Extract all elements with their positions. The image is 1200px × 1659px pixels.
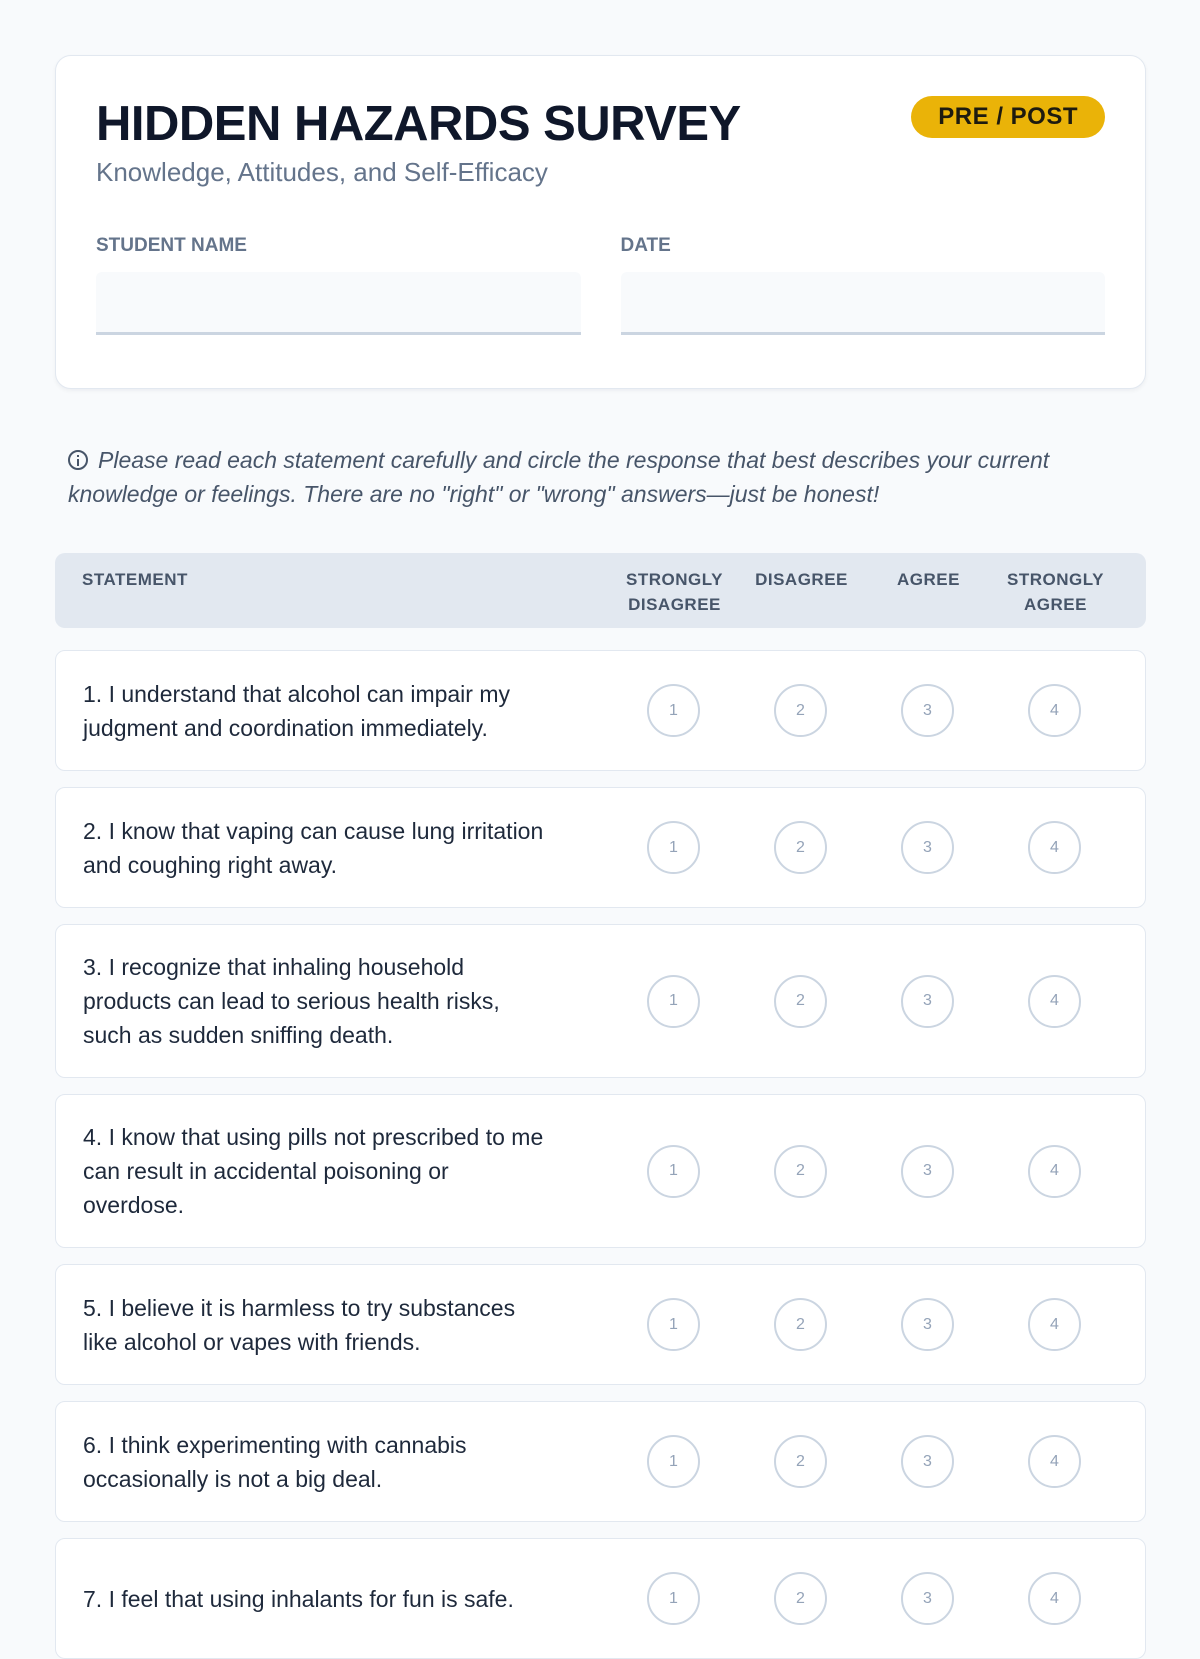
response-cell — [864, 821, 991, 874]
header-card — [55, 55, 1146, 389]
header-disagree: DISAGREE — [755, 570, 848, 589]
survey-page — [55, 55, 1146, 1659]
response-cell — [610, 975, 737, 1028]
response-option-2[interactable]: 2 — [774, 1572, 827, 1625]
response-cell — [864, 1145, 991, 1198]
response-option-3[interactable]: 3 — [901, 821, 954, 874]
response-cell — [991, 821, 1118, 874]
response-cell — [991, 684, 1118, 737]
instructions — [68, 443, 1078, 511]
table-row — [55, 1094, 1146, 1248]
response-option-1[interactable]: 1 — [647, 1572, 700, 1625]
response-cell — [737, 1145, 864, 1198]
response-cell — [991, 1572, 1118, 1625]
header-agree: AGREE — [897, 570, 960, 589]
response-cell — [737, 1435, 864, 1488]
response-cell — [864, 1572, 991, 1625]
instructions-text: Please read each statement carefully and circle the response that best describes your current knowledge or feelings. There are no "right" or "wrong" answers—just be honest! — [68, 447, 1050, 507]
response-option-1[interactable]: 1 — [647, 684, 700, 737]
response-cell — [864, 975, 991, 1028]
response-option-2[interactable]: 2 — [774, 684, 827, 737]
statement-text: 3. I recognize that inhaling household products can lead to serious health risks, such as sudden sniffing death. — [83, 954, 500, 1048]
date-label: DATE — [620, 235, 671, 256]
response-option-1[interactable]: 1 — [647, 1298, 700, 1351]
response-cell — [610, 684, 737, 737]
response-option-1[interactable]: 1 — [647, 975, 700, 1028]
table-row — [55, 1401, 1146, 1522]
response-cell — [610, 821, 737, 874]
table-row — [55, 787, 1146, 908]
response-option-4[interactable]: 4 — [1028, 1435, 1081, 1488]
response-cell — [737, 1298, 864, 1351]
response-option-2[interactable]: 2 — [774, 975, 827, 1028]
response-option-3[interactable]: 3 — [901, 1435, 954, 1488]
response-option-1[interactable]: 1 — [647, 821, 700, 874]
response-cell — [991, 1435, 1118, 1488]
response-cell — [991, 975, 1118, 1028]
response-cell — [864, 1435, 991, 1488]
response-cell — [737, 1572, 864, 1625]
statement-text: 4. I know that using pills not prescribed to me can result in accidental poisoning or overdose. — [83, 1124, 544, 1218]
response-option-4[interactable]: 4 — [1028, 684, 1081, 737]
response-option-1[interactable]: 1 — [647, 1435, 700, 1488]
response-option-4[interactable]: 4 — [1028, 821, 1081, 874]
table-row — [55, 1264, 1146, 1385]
pre-post-badge: PRE / POST — [911, 96, 1105, 138]
response-option-4[interactable]: 4 — [1028, 975, 1081, 1028]
table-row — [55, 650, 1146, 771]
student-name-label: STUDENT NAME — [96, 235, 247, 256]
date-input[interactable] — [621, 272, 1106, 335]
student-name-input[interactable] — [96, 272, 581, 335]
response-cell — [737, 975, 864, 1028]
response-option-3[interactable]: 3 — [901, 1298, 954, 1351]
response-cell — [864, 1298, 991, 1351]
response-cell — [610, 1435, 737, 1488]
date-field-group — [621, 234, 1106, 335]
response-option-3[interactable]: 3 — [901, 1145, 954, 1198]
statement-text: 5. I believe it is harmless to try substances like alcohol or vapes with friends. — [83, 1294, 516, 1355]
page-subtitle: Knowledge, Attitudes, and Self-Efficacy — [96, 157, 548, 187]
response-cell — [991, 1298, 1118, 1351]
statement-text: 6. I think experimenting with cannabis occasionally is not a big deal. — [83, 1431, 467, 1492]
page-title: HIDDEN HAZARDS SURVEY — [96, 97, 741, 151]
response-cell — [610, 1145, 737, 1198]
table-header — [55, 553, 1146, 628]
response-cell — [610, 1572, 737, 1625]
response-cell — [737, 684, 864, 737]
response-cell — [737, 821, 864, 874]
header-statement: STATEMENT — [82, 570, 188, 589]
statement-text: 2. I know that vaping can cause lung irritation and coughing right away. — [83, 817, 544, 878]
response-option-3[interactable]: 3 — [901, 684, 954, 737]
table-row — [55, 924, 1146, 1078]
response-option-4[interactable]: 4 — [1028, 1572, 1081, 1625]
response-cell — [864, 684, 991, 737]
header-strongly-agree: STRONGLY AGREE — [1007, 570, 1104, 614]
header-strongly-disagree: STRONGLY DISAGREE — [626, 570, 723, 614]
response-option-3[interactable]: 3 — [901, 975, 954, 1028]
response-option-3[interactable]: 3 — [901, 1572, 954, 1625]
response-option-2[interactable]: 2 — [774, 1298, 827, 1351]
response-option-1[interactable]: 1 — [647, 1145, 700, 1198]
statement-text: 1. I understand that alcohol can impair my judgment and coordination immediately. — [83, 680, 511, 741]
response-option-2[interactable]: 2 — [774, 1145, 827, 1198]
response-cell — [610, 1298, 737, 1351]
student-name-field-group — [96, 234, 581, 335]
response-option-2[interactable]: 2 — [774, 821, 827, 874]
table-row — [55, 1538, 1146, 1659]
statement-list — [55, 650, 1146, 1659]
info-icon — [68, 450, 88, 470]
response-option-2[interactable]: 2 — [774, 1435, 827, 1488]
response-cell — [991, 1145, 1118, 1198]
statement-text: 7. I feel that using inhalants for fun is safe. — [83, 1585, 514, 1612]
response-option-4[interactable]: 4 — [1028, 1298, 1081, 1351]
response-option-4[interactable]: 4 — [1028, 1145, 1081, 1198]
